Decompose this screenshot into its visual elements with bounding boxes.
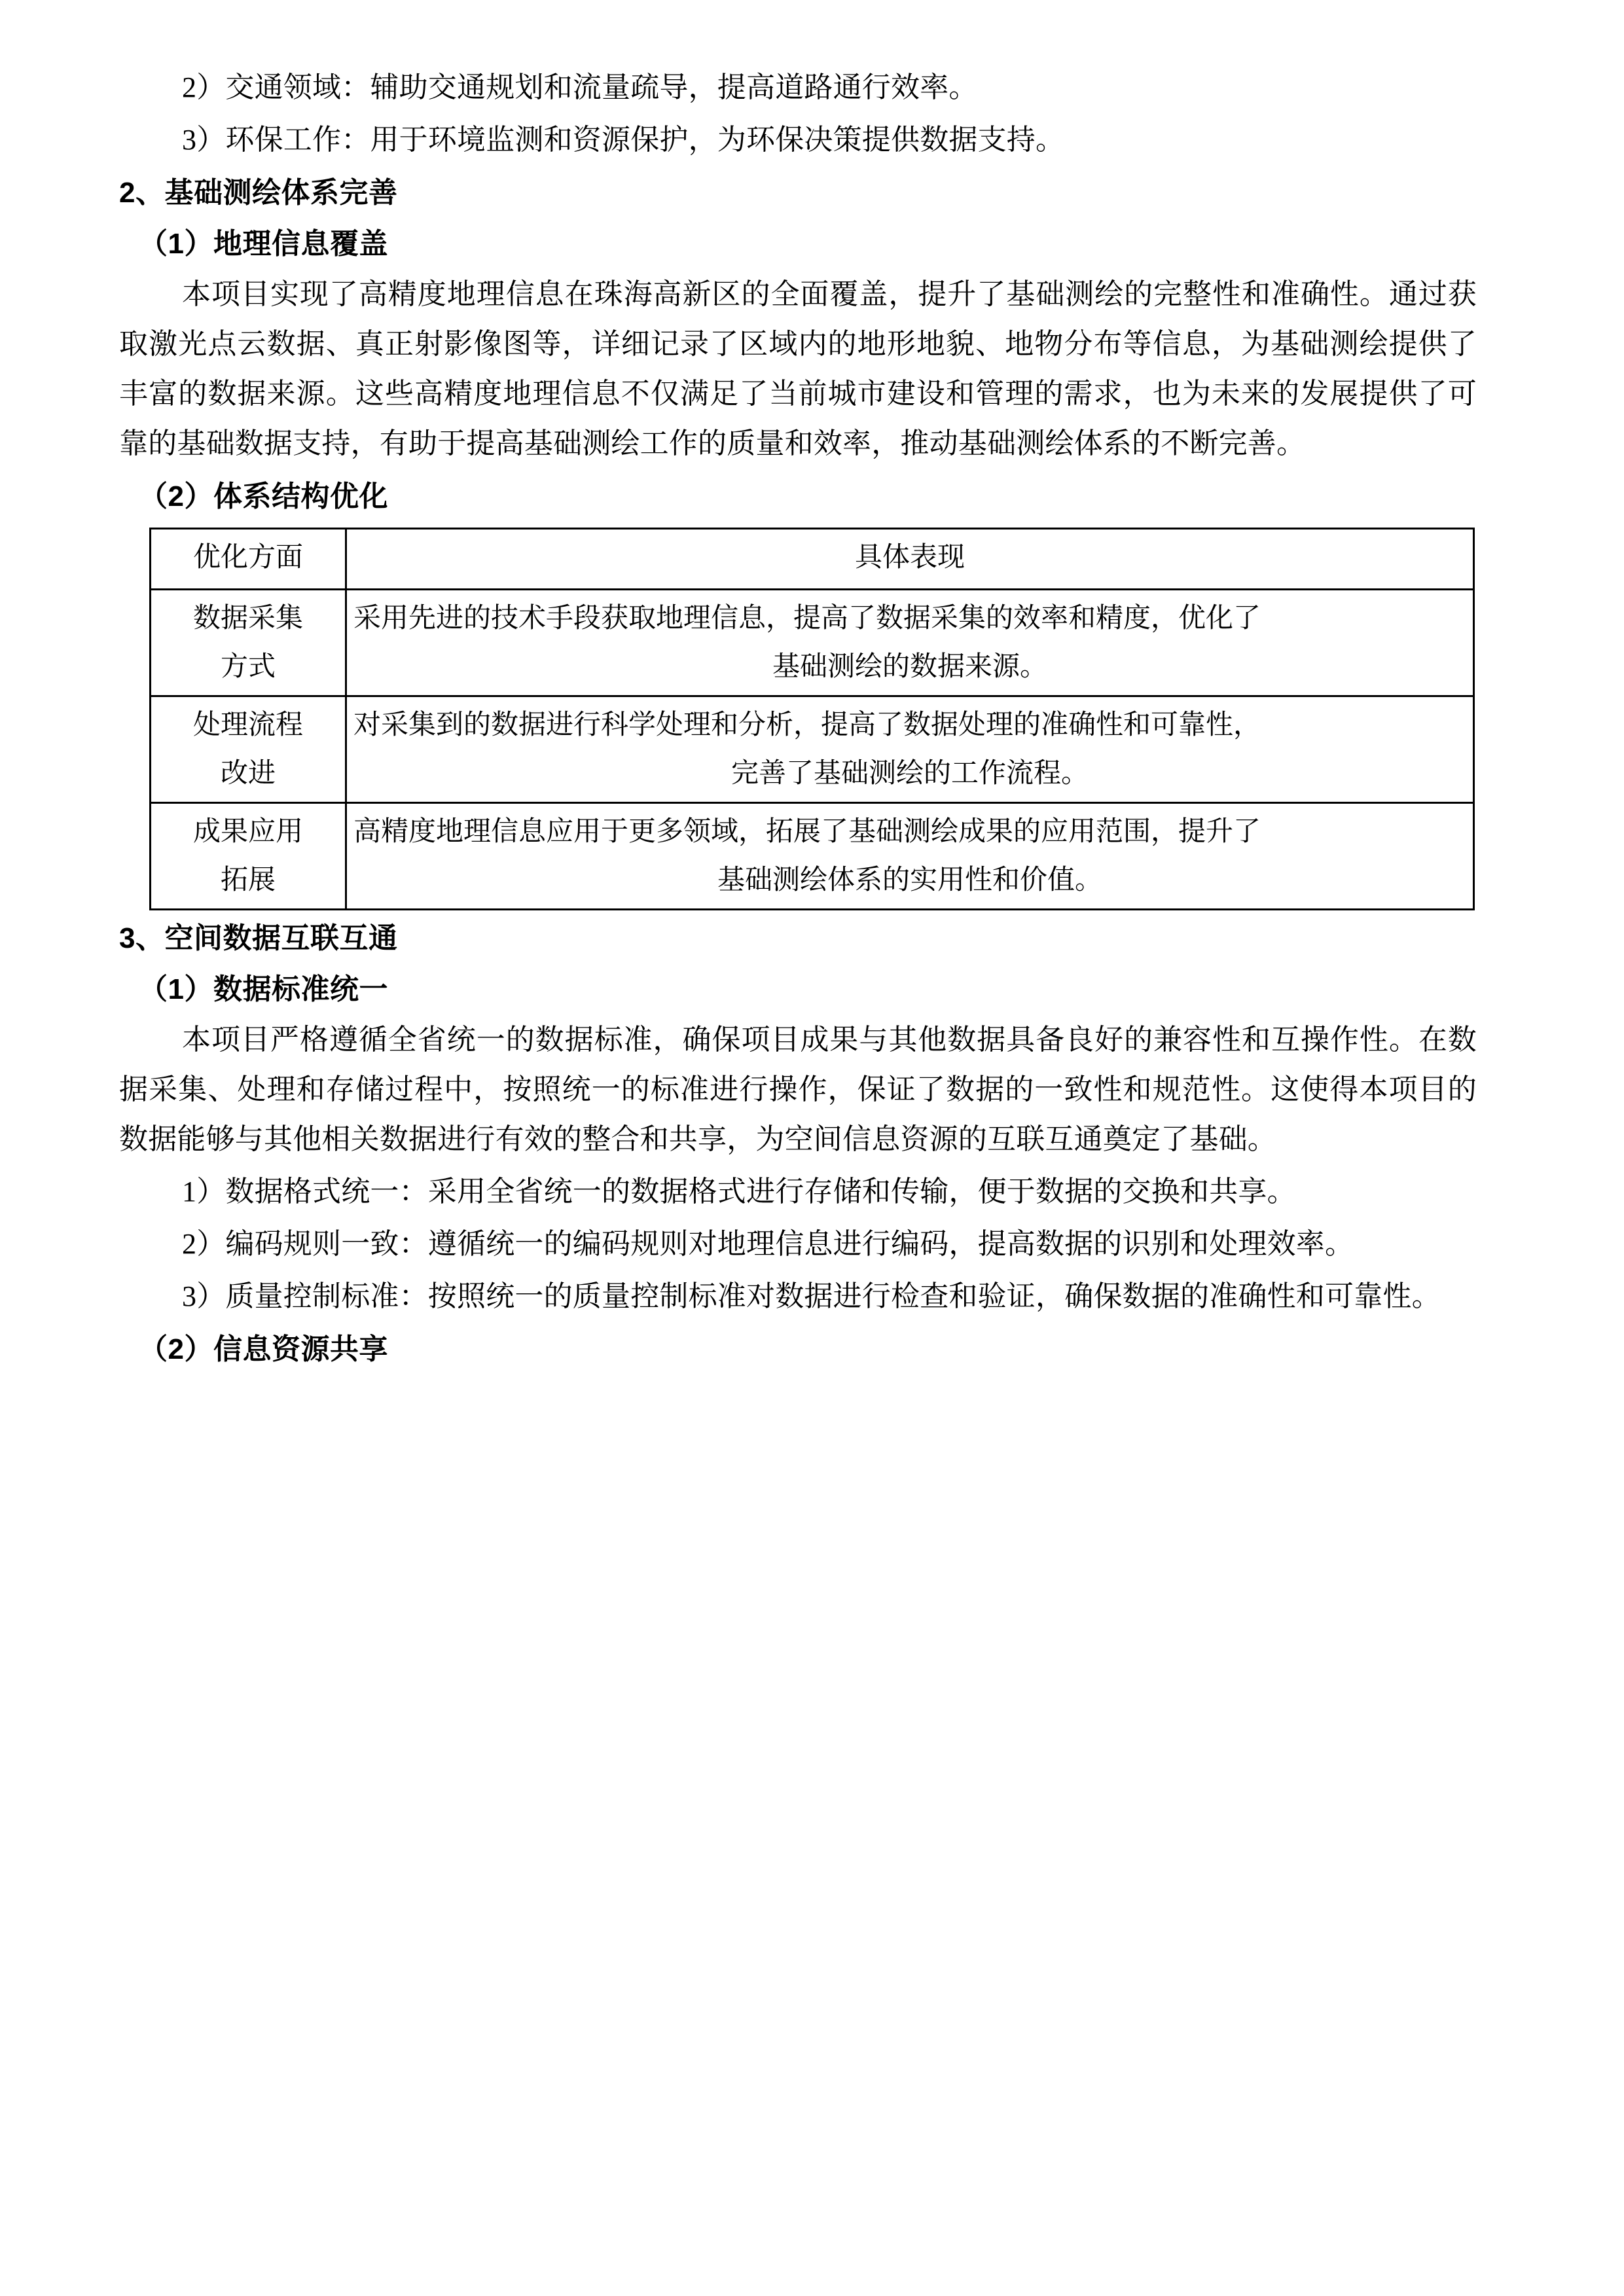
table-row: [151, 696, 1474, 803]
table-header-detail: 具体表现: [346, 529, 1474, 590]
subsection-heading-3-1: （1）数据标准统一: [139, 973, 388, 1005]
aspect-line-2: 拓展: [220, 865, 276, 895]
aspect-line-2: 方式: [220, 652, 276, 682]
optimization-table: [149, 528, 1475, 910]
section-heading-3: 3、空间数据互联互通: [119, 922, 398, 954]
table-cell-detail: [346, 696, 1474, 803]
aspect-line-2: 改进: [220, 759, 276, 789]
table-cell-aspect: [151, 696, 346, 803]
detail-line-2: 完善了基础测绘的工作流程。: [731, 759, 1089, 789]
table-cell-aspect: [151, 803, 346, 910]
paragraph-data-standard: 本项目严格遵循全省统一的数据标准，确保项目成果与其他数据具备良好的兼容性和互操作性。在数据采集、处理和存储过程中，按照统一的标准进行操作，保证了数据的一致性和规范性。这使得本项目的数据能够与其他相关数据进行有效的整合和共享，为空间信息资源的互联互通奠定了基础。: [119, 1024, 1477, 1155]
list-item: 2）交通领域：辅助交通规划和流量疏导，提高道路通行效率。: [182, 71, 978, 103]
table-header-aspect: 优化方面: [151, 529, 346, 590]
subsection-heading-2-2: （2）体系结构优化: [139, 480, 388, 512]
detail-line-2: 基础测绘的数据来源。: [772, 652, 1047, 682]
subsection-heading-3-2: （2）信息资源共享: [139, 1333, 388, 1365]
list-item: 3）质量控制标准：按照统一的质量控制标准对数据进行检查和验证，确保数据的准确性和可靠性。: [182, 1280, 1441, 1312]
aspect-line-1: 处理流程: [192, 710, 303, 740]
table-cell-detail: [346, 590, 1474, 696]
detail-line-1: 高精度地理信息应用于更多领域，拓展了基础测绘成果的应用范围，提升了: [353, 817, 1261, 847]
detail-line-2: 基础测绘体系的实用性和价值。: [717, 865, 1102, 895]
detail-line-1: 采用先进的技术手段获取地理信息，提高了数据采集的效率和精度，优化了: [353, 603, 1261, 634]
list-item: 2）编码规则一致：遵循统一的编码规则对地理信息进行编码，提高数据的识别和处理效率。: [182, 1228, 1354, 1260]
aspect-line-1: 成果应用: [192, 817, 303, 847]
table-row: [151, 803, 1474, 910]
table-cell-detail: [346, 803, 1474, 910]
detail-line-1: 对采集到的数据进行科学处理和分析，提高了数据处理的准确性和可靠性，: [353, 710, 1261, 740]
aspect-line-1: 数据采集: [192, 603, 303, 634]
table-header-row: [151, 529, 1474, 590]
table-row: [151, 590, 1474, 696]
section-heading-2: 2、基础测绘体系完善: [119, 177, 398, 209]
subsection-heading-2-1: （1）地理信息覆盖: [139, 228, 388, 260]
table-cell-aspect: [151, 590, 346, 696]
list-item: 1）数据格式统一：采用全省统一的数据格式进行存储和传输，便于数据的交换和共享。: [182, 1175, 1296, 1208]
list-item: 3）环保工作：用于环境监测和资源保护，为环保决策提供数据支持。: [182, 124, 1065, 156]
paragraph-geographic-coverage: 本项目实现了高精度地理信息在珠海高新区的全面覆盖，提升了基础测绘的完整性和准确性。通过获取激光点云数据、真正射影像图等，详细记录了区域内的地形地貌、地物分布等信息，为基础测绘提供了丰富的数据来源。这些高精度地理信息不仅满足了当前城市建设和管理的需求，也为未来的发展提供了可靠的基础数据支持，有助于提高基础测绘工作的质量和效率，推动基础测绘体系的不断完善。: [119, 278, 1477, 459]
